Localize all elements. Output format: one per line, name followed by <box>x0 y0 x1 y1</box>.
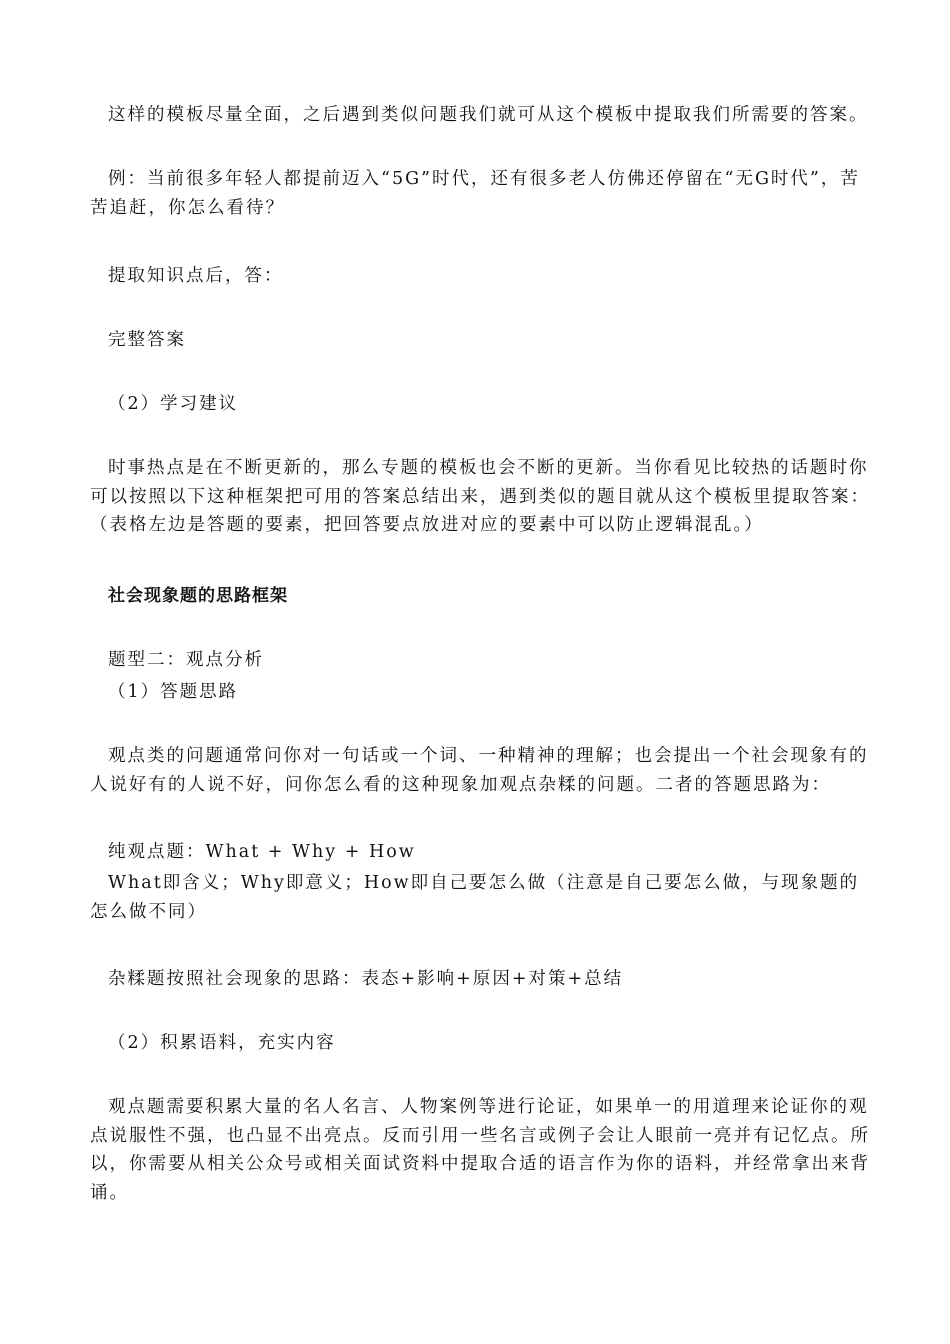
paragraph-viewpoint-questions: 观点类的问题通常问你对一句话或一个词、一种精神的理解；也会提出一个社会现象有的人说好有的人说不好，问你怎么看的这种现象加观点杂糅的问题。二者的答题思路为： <box>90 746 869 795</box>
heading-social-phenomenon-framework: 社会现象题的思路框架 <box>108 586 288 606</box>
heading-answer-approach: （1）答题思路 <box>108 682 239 702</box>
paragraph-quotes-and-cases: 观点题需要积累大量的名人名言、人物案例等进行论证，如果单一的用道理来论证你的观点说服性不强，也凸显不出亮点。反而引用一些名言或例子会让人眼前一亮并有记忆点。所以，你需要从相关公众号或相关面试资料中提取合适的语言作为你的语料，并经常拿出来背诵。 <box>90 1097 870 1203</box>
paragraph-template-summary: 这样的模板尽量全面，之后遇到类似问题我们就可从这个模板中提取我们所需要的答案。 <box>108 105 869 125</box>
paragraph-example-question: 例：当前很多年轻人都提前迈入“5G”时代，还有很多老人仿佛还停留在“无G时代”，苦苦追赶，你怎么看待？ <box>90 169 860 218</box>
paragraph-pure-viewpoint: 纯观点题：What + Why + How <box>108 842 416 862</box>
heading-study-advice: （2）学习建议 <box>108 394 239 414</box>
paragraph-complete-answer: 完整答案 <box>108 330 186 350</box>
paragraph-extract-answer: 提取知识点后，答： <box>108 266 284 286</box>
heading-accumulate-materials: （2）积累语料，充实内容 <box>108 1033 336 1053</box>
heading-question-type-two: 题型二：观点分析 <box>108 650 264 670</box>
paragraph-what-why-how: What即含义；Why即意义；How即自己要怎么做（注意是自己要怎么做，与现象题的怎么做不同） <box>90 873 860 922</box>
paragraph-hot-topics: 时事热点是在不断更新的，那么专题的模板也会不断的更新。当你看见比较热的话题时你可以按照以下这种框架把可用的答案总结出来，遇到类似的题目就从这个模板里提取答案：（表格左边是答题的要素，把回答要点放进对应的要素中可以防止逻辑混乱。） <box>90 458 870 535</box>
paragraph-mixed-questions: 杂糅题按照社会现象的思路：表态+影响+原因+对策+总结 <box>108 969 624 989</box>
